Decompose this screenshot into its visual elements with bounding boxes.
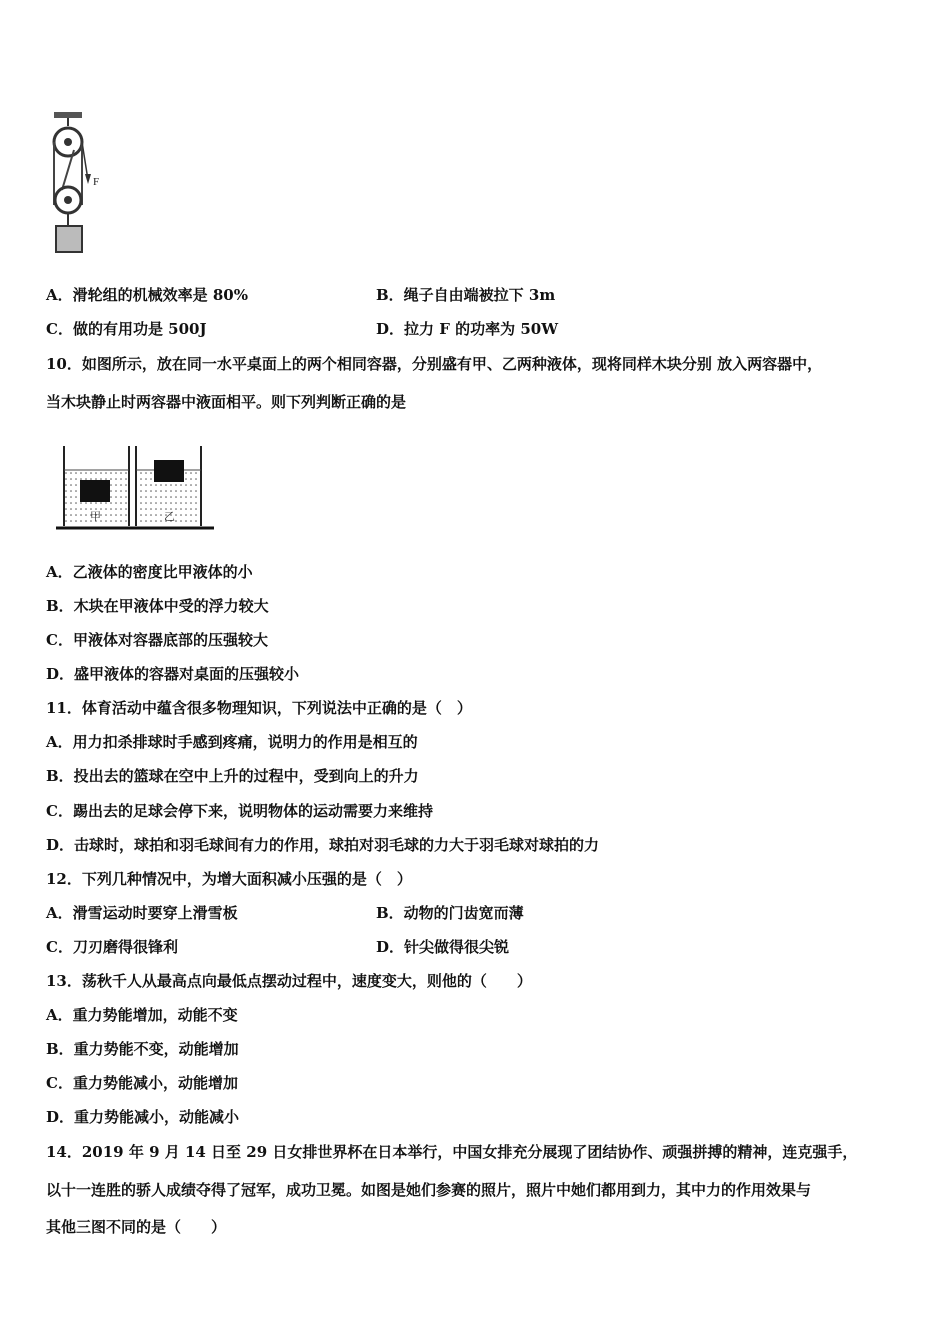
q13-stem: 13．荡秋千人从最高点向最低点摆动过程中，速度变大，则他的（ ） [46,972,532,990]
q10-stem-line2: 当木块静止时两容器中液面相平。则下列判断正确的是 [46,393,407,411]
q10-option-b: B．木块在甲液体中受的浮力较大 [46,597,269,615]
q12-option-d: D．针尖做得很尖锐 [376,938,510,956]
q9-option-a: A．滑轮组的机械效率是 80% [46,286,248,304]
q9-option-c: C．做的有用功是 500J [46,320,207,338]
q12-option-b: B．动物的门齿宽而薄 [376,904,524,922]
force-f-label: F [93,176,100,188]
q11-option-c: C．踢出去的足球会停下来，说明物体的运动需要力来维持 [46,802,433,820]
q12-option-a: A．滑雪运动时要穿上滑雪板 [46,904,238,922]
q14-stem-line2: 以十一连胜的骄人成绩夺得了冠军，成功卫冕。如图是她们参赛的照片，照片中她们都用到力，其中力的作用效果与 [46,1181,812,1199]
container-label-yi: 乙 [164,510,175,523]
q10-option-c: C．甲液体对容器底部的压强较大 [46,631,268,649]
q10-option-a: A．乙液体的密度比甲液体的小 [46,563,253,581]
q11-option-a: A．用力扣杀排球时手感到疼痛，说明力的作用是相互的 [46,733,418,751]
q12-option-c: C．刀刃磨得很锋利 [46,938,178,956]
q9-option-b: B．绳子自由端被拉下 3m [376,286,556,304]
q10-option-d: D．盛甲液体的容器对桌面的压强较小 [46,665,300,683]
q11-stem: 11．体育活动中蕴含很多物理知识，下列说法中正确的是（ ） [46,699,472,717]
q14-stem-line1: 14．2019 年 9 月 14 日至 29 日女排世界杯在日本举行，中国女排充分展现了团结协作、顽强拼搏的精神，连克强手， [46,1143,858,1161]
q13-option-a: A．重力势能增加，动能不变 [46,1006,238,1024]
q14-stem-line3: 其他三图不同的是（ ） [46,1218,227,1236]
containers-figure [54,440,216,534]
q13-option-d: D．重力势能减小，动能减小 [46,1108,240,1126]
pulley-figure [44,110,114,258]
q11-option-b: B．投出去的篮球在空中上升的过程中，受到向上的升力 [46,767,419,785]
q9-option-d: D．拉力 F 的功率为 50W [376,320,559,338]
q12-stem: 12．下列几种情况中，为增大面积减小压强的是（ ） [46,870,412,888]
q13-option-c: C．重力势能减小，动能增加 [46,1074,238,1092]
container-label-jia: 甲 [90,510,101,523]
q13-option-b: B．重力势能不变，动能增加 [46,1040,239,1058]
q11-option-d: D．击球时，球拍和羽毛球间有力的作用，球拍对羽毛球的力大于羽毛球对球拍的力 [46,836,600,854]
q10-stem-line1: 10．如图所示，放在同一水平桌面上的两个相同容器，分别盛有甲、乙两种液体，现将同样木块分别 放入两容器中， [46,355,823,373]
